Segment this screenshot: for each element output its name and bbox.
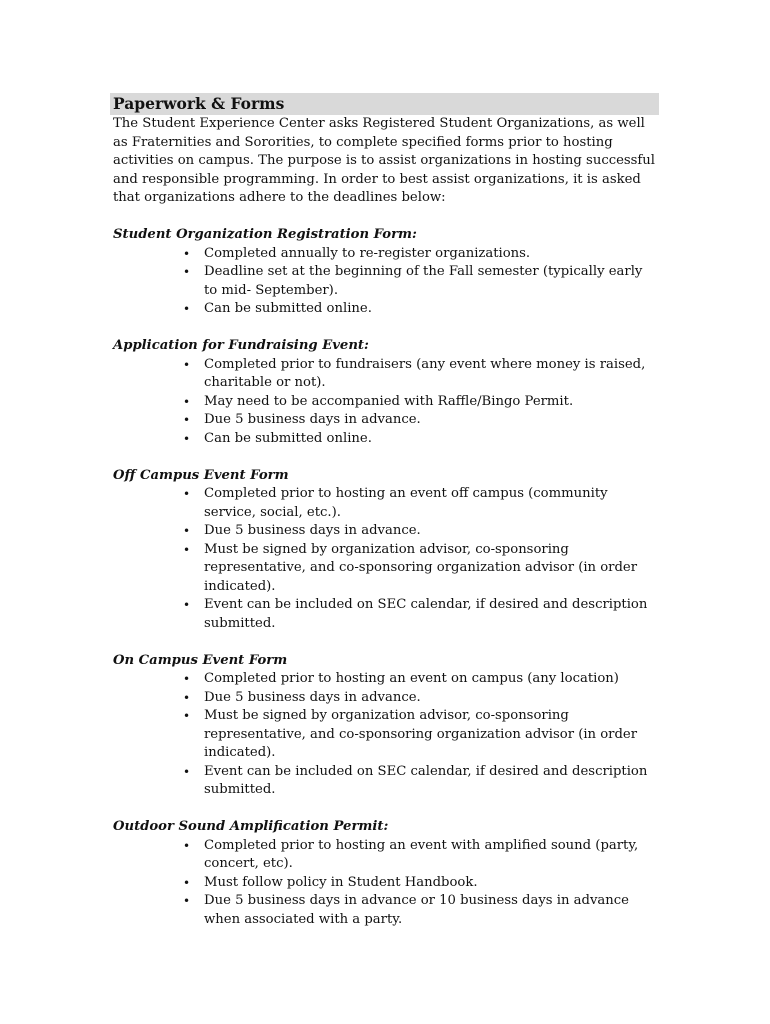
- bullet-list: [113, 245, 658, 319]
- page-title: Paperwork & Forms: [113, 94, 285, 113]
- list-item: [113, 874, 658, 893]
- list-item-text: Completed prior to hosting an event off campus (community service, social, etc.).: [204, 486, 608, 520]
- list-item: [113, 707, 658, 763]
- list-item: [113, 411, 658, 430]
- list-item-text: Completed prior to hosting an event on campus (any location): [204, 671, 619, 686]
- form-sections: [113, 226, 658, 929]
- section-heading: Off Campus Event Form: [113, 467, 289, 483]
- section-heading: Outdoor Sound Amplification Permit:: [113, 819, 389, 834]
- bullet-list: [113, 356, 658, 449]
- bullet-icon: •: [183, 524, 191, 538]
- list-item: [113, 393, 658, 412]
- bullet-list: [113, 670, 658, 800]
- list-item-text: Event can be included on SEC calendar, if desired and description submitted.: [204, 597, 648, 631]
- bullet-icon: •: [183, 764, 191, 779]
- bullet-icon: •: [183, 690, 191, 705]
- list-item: [113, 689, 658, 708]
- list-item-text: Due 5 business days in advance.: [204, 689, 421, 705]
- bullet-icon: •: [183, 265, 191, 279]
- list-item-text: Due 5 business days in advance or 10 business days in advance when associated with a party.: [204, 893, 629, 927]
- list-item-text: Can be submitted online.: [204, 301, 372, 316]
- list-item-text: Completed prior to fundraisers (any event where money is raised, charitable or not).: [204, 356, 646, 390]
- section-heading: On Campus Event Form: [113, 652, 288, 668]
- list-item: [113, 430, 658, 449]
- list-item-text: Must follow policy in Student Handbook.: [204, 874, 478, 890]
- list-item-text: May need to be accompanied with Raffle/Bingo Permit.: [204, 393, 574, 409]
- list-item: [113, 541, 658, 597]
- bullet-icon: •: [183, 598, 191, 612]
- list-item: [113, 892, 658, 929]
- list-item: [113, 245, 658, 264]
- bullet-icon: •: [183, 672, 191, 686]
- bullet-icon: •: [183, 875, 191, 890]
- section-heading: Application for Fundraising Event:: [113, 338, 369, 353]
- form-section: [113, 337, 658, 448]
- document-body: [113, 115, 658, 948]
- bullet-list: [113, 837, 658, 930]
- bullet-icon: •: [183, 246, 191, 261]
- list-item-text: Event can be included on SEC calendar, if desired and description submitted.: [204, 763, 648, 797]
- list-item-text: Can be submitted online.: [204, 430, 372, 446]
- list-item: [113, 485, 658, 522]
- list-item-text: Must be signed by organization advisor, co-sponsoring representative, and co-sponsoring organization advisor (in order indicated).: [204, 541, 638, 594]
- bullet-icon: •: [183, 709, 191, 723]
- bullet-icon: •: [183, 302, 191, 316]
- form-section: [113, 652, 658, 800]
- list-item-text: Due 5 business days in advance.: [204, 523, 421, 538]
- intro-paragraph: The Student Experience Center asks Registered Student Organizations, as well as Fraternities and Sororities, to complete specified forms prior to hosting activities on campus. The purpose is to assist organizations in hosting successful and responsible programming. In order to best assist organizations, it is asked that organizations adhere to the deadlines below:: [113, 116, 656, 205]
- list-item: [113, 763, 658, 800]
- bullet-list: [113, 485, 658, 633]
- title-bar: [110, 93, 659, 115]
- list-item: [113, 356, 658, 393]
- list-item: [113, 837, 658, 874]
- bullet-icon: •: [183, 838, 191, 853]
- bullet-icon: •: [183, 394, 191, 409]
- bullet-icon: •: [183, 413, 191, 427]
- list-item-text: Completed annually to re-register organizations.: [204, 245, 531, 261]
- bullet-icon: •: [183, 542, 191, 557]
- form-section: [113, 818, 658, 929]
- list-item: [113, 300, 658, 319]
- bullet-icon: •: [183, 431, 191, 446]
- list-item: [113, 670, 658, 689]
- bullet-icon: •: [183, 487, 191, 501]
- bullet-icon: •: [183, 357, 191, 372]
- bullet-icon: •: [183, 894, 191, 908]
- form-section: [113, 226, 658, 319]
- list-item: [113, 596, 658, 633]
- section-heading: Student Organization Registration Form:: [113, 227, 417, 242]
- list-item: [113, 263, 658, 300]
- form-section: [113, 467, 658, 634]
- list-item-text: Completed prior to hosting an event with amplified sound (party, concert, etc).: [204, 837, 639, 871]
- list-item-text: Due 5 business days in advance.: [204, 412, 421, 427]
- list-item-text: Deadline set at the beginning of the Fall semester (typically early to mid- September).: [204, 264, 643, 298]
- list-item: [113, 522, 658, 541]
- list-item-text: Must be signed by organization advisor, co-sponsoring representative, and co-sponsoring organization advisor (in order indicated).: [204, 708, 638, 760]
